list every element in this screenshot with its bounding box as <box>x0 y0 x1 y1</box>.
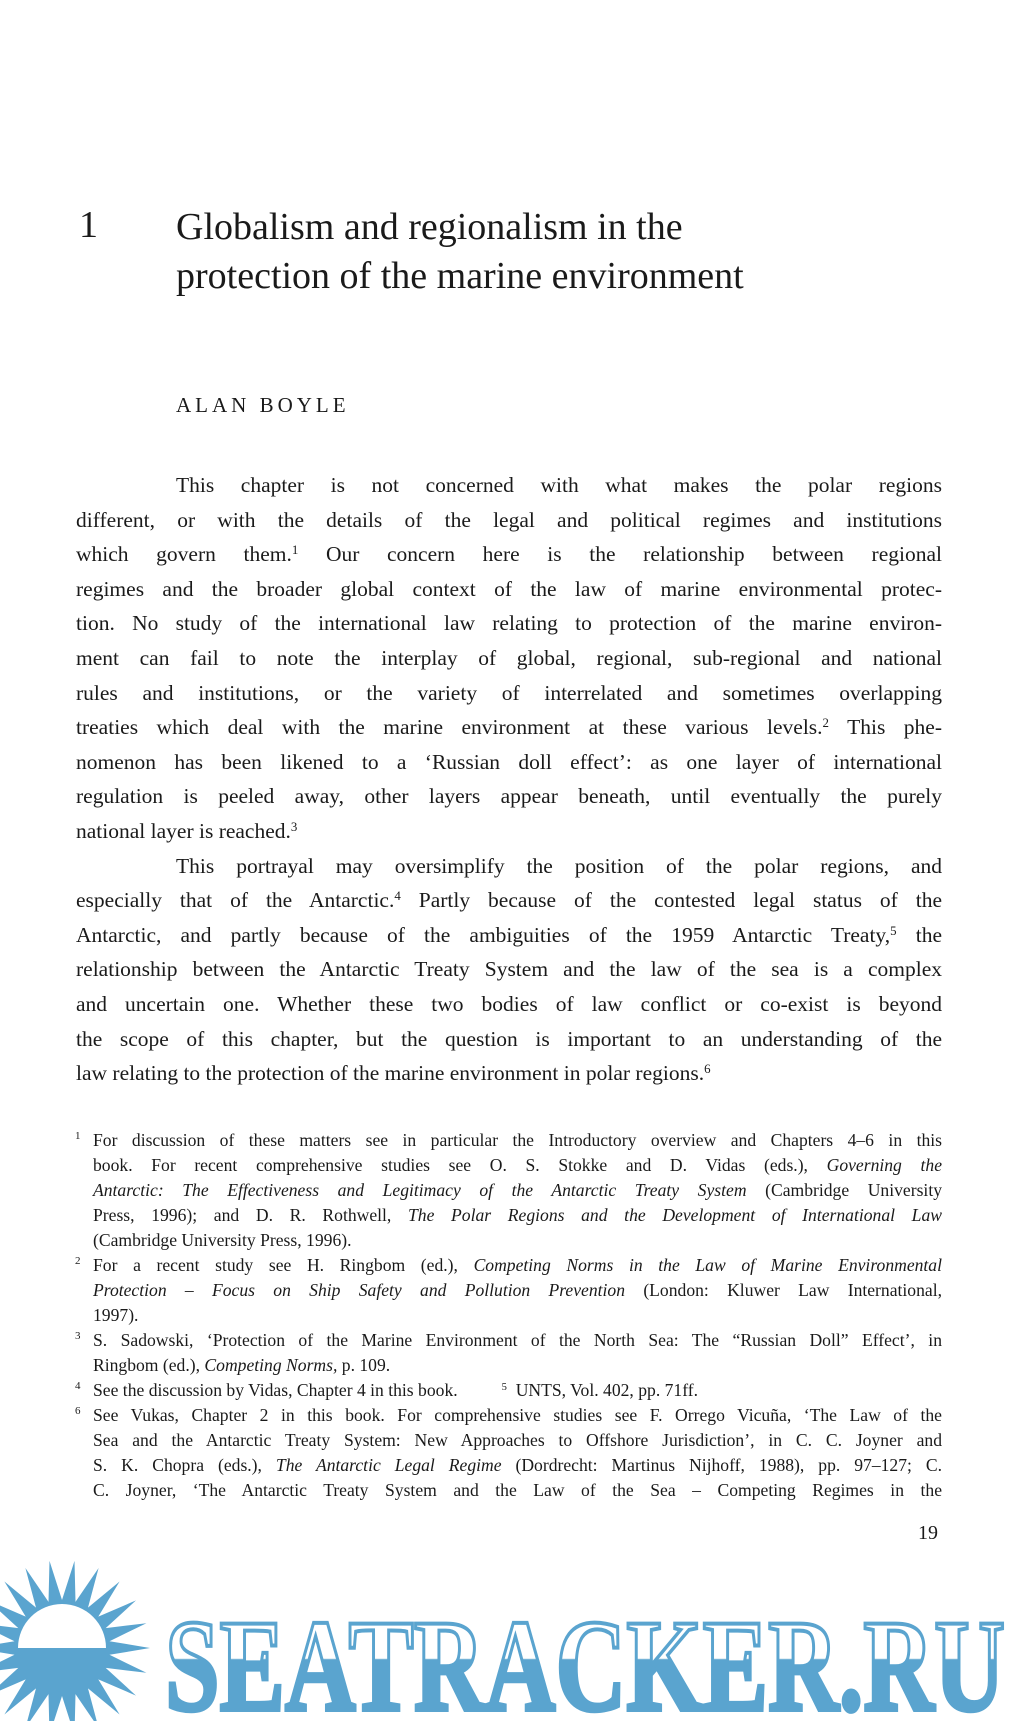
footnote-number: 6 <box>75 1405 81 1417</box>
body-text <box>76 468 942 1091</box>
text-run: S. K. Chopra (eds.), <box>93 1455 276 1475</box>
body-line <box>76 537 942 572</box>
text-run: Ringbom (ed.), <box>93 1355 205 1375</box>
chapter-title-line: protection of the marine environment <box>176 255 744 297</box>
text-run: tion. No study of the international law relating to protection of the marine environ- <box>76 611 942 636</box>
footnote-line <box>77 1153 942 1178</box>
watermark-logo <box>0 1560 1021 1721</box>
footnote-ref: 6 <box>704 1062 711 1076</box>
text-run: book. For recent comprehensive studies see O. S. Stokke and D. Vidas (eds.), <box>93 1155 827 1175</box>
text-run: Antarctic, and partly because of the ambiguities of the 1959 Antarctic Treaty, <box>76 922 891 947</box>
text-run: the <box>896 922 942 947</box>
body-line <box>76 918 942 953</box>
body-line <box>76 883 942 918</box>
footnote-line <box>77 1428 942 1453</box>
text-run: national layer is reached. <box>76 818 291 843</box>
body-line <box>76 745 942 780</box>
body-line <box>76 814 942 849</box>
text-run: regulation is peeled away, other layers appear beneath, until eventually the purely <box>76 784 942 809</box>
text-run: For a recent study see H. Ringbom (ed.), <box>93 1255 474 1275</box>
chapter-title <box>176 203 936 301</box>
text-run: relationship between the Antarctic Treaty System and the law of the sea is a complex <box>76 957 942 982</box>
footnote-line <box>77 1128 942 1153</box>
footnote-ref: 3 <box>290 819 298 834</box>
text-run: Competing Norms in the Law of Marine Environmental <box>473 1255 942 1275</box>
footnote-ref: 1 <box>291 543 299 558</box>
footnote-line <box>77 1378 942 1403</box>
text-run <box>458 1380 502 1400</box>
text-run: C. Joyner, ‘The Antarctic Treaty System and the Law of the Sea – Competing Regimes in the <box>93 1480 942 1500</box>
text-run: Antarctic: The Effectiveness and Legitimacy of the Antarctic Treaty System <box>93 1180 747 1200</box>
footnote-line <box>77 1203 942 1228</box>
text-run: (Cambridge University Press, 1996). <box>93 1230 352 1250</box>
body-line <box>76 779 942 814</box>
footnote-line <box>77 1478 942 1503</box>
text-run: The Polar Regions and the Development of International Law <box>408 1205 942 1225</box>
text-run: Sea and the Antarctic Treaty System: New Approaches to Offshore Jurisdiction’, in C. C. Joyner and <box>93 1430 942 1450</box>
text-run: which govern them. <box>76 542 292 567</box>
body-line <box>76 1022 942 1057</box>
text-run: ment can fail to note the interplay of global, regional, sub-regional and national <box>76 645 942 670</box>
text-run: law relating to the protection of the marine environment in polar regions. <box>76 1061 705 1086</box>
footnotes <box>77 1128 942 1503</box>
footnote-line <box>77 1278 942 1303</box>
text-run: (London: Kluwer Law International, <box>625 1280 942 1300</box>
footnote-line <box>77 1403 942 1428</box>
footnote-ref: 2 <box>822 716 829 731</box>
footnote-number: 2 <box>75 1255 81 1267</box>
text-run: UNTS, Vol. 402, pp. 71ff. <box>506 1380 699 1400</box>
text-run: nomenon has been likened to a ‘Russian doll effect’: as one layer of international <box>76 749 942 774</box>
chapter-title-line: Globalism and regionalism in the <box>176 206 683 248</box>
footnote-line <box>77 1453 942 1478</box>
footnote-ref: 5 <box>890 923 897 938</box>
text-run: See the discussion by Vidas, Chapter 4 in this book. <box>93 1380 458 1400</box>
page-number: 19 <box>918 1522 938 1544</box>
text-run: (Dordrecht: Martinus Nijhoff, 1988), pp. 97–127; C. <box>501 1455 942 1475</box>
footnote-number: 1 <box>75 1130 81 1142</box>
text-run: For discussion of these matters see in particular the Introductory overview and Chapters 4–6 in this <box>93 1130 942 1150</box>
text-run: Competing Norms, <box>204 1355 338 1375</box>
footnote-number: 3 <box>75 1330 81 1342</box>
body-line <box>76 572 942 607</box>
footnote-line <box>77 1253 942 1278</box>
body-line <box>76 676 942 711</box>
author-name: ALAN BOYLE <box>176 393 350 417</box>
text-run: The Antarctic Legal Regime <box>275 1455 502 1475</box>
text-run: p. 109. <box>337 1355 391 1375</box>
footnote-ref: 5 <box>501 1382 507 1394</box>
body-line <box>76 468 942 503</box>
text-run: This chapter is not concerned with what makes the polar regions <box>176 473 942 497</box>
footnote-line <box>77 1178 942 1203</box>
body-line <box>76 641 942 676</box>
text-run: S. Sadowski, ‘Protection of the Marine Environment of the North Sea: The “Russian Doll” Effect’, in <box>93 1330 942 1350</box>
body-line <box>76 503 942 538</box>
text-run: different, or with the details of the legal and political regimes and institutions <box>76 507 942 532</box>
text-run: Press, 1996); and D. R. Rothwell, <box>93 1205 408 1225</box>
text-run: Partly because of the contested legal status of the <box>400 888 943 913</box>
text-run: rules and institutions, or the variety of interrelated and sometimes overlapping <box>76 680 942 705</box>
footnote-line <box>77 1228 942 1253</box>
body-line <box>76 987 942 1022</box>
sun-icon <box>0 1561 150 1721</box>
text-run: Governing the <box>826 1155 942 1175</box>
body-line <box>76 1056 942 1091</box>
text-run: regimes and the broader global context of the law of marine environmental protec- <box>76 576 942 601</box>
watermark-text: SEATRACKER.RU <box>165 1592 1005 1721</box>
footnote-ref: 4 <box>394 889 401 904</box>
text-run: Protection – Focus on Ship Safety and Pollution Prevention <box>93 1280 626 1300</box>
body-line <box>76 849 942 884</box>
text-run: and uncertain one. Whether these two bodies of law conflict or co-exist is beyond <box>76 991 942 1016</box>
text-run: especially that of the Antarctic. <box>76 888 395 913</box>
footnote-number: 4 <box>75 1380 81 1392</box>
body-line <box>76 710 942 745</box>
footnote-line <box>77 1328 942 1353</box>
text-run: This phe- <box>829 715 942 740</box>
text-run: treaties which deal with the marine environment at these various levels. <box>76 715 823 740</box>
text-run: the scope of this chapter, but the question is important to an understanding of the <box>76 1026 942 1051</box>
body-line <box>76 952 942 987</box>
body-line <box>76 606 942 641</box>
text-run: 1997). <box>93 1305 139 1325</box>
footnote-line <box>77 1353 942 1378</box>
text-run: See Vukas, Chapter 2 in this book. For comprehensive studies see F. Orrego Vicuña, ‘The Law of the <box>93 1405 942 1425</box>
text-run: Our concern here is the relationship between regional <box>298 542 942 567</box>
chapter-number: 1 <box>79 204 98 246</box>
footnote-line <box>77 1303 942 1328</box>
text-run: (Cambridge University <box>746 1180 942 1200</box>
text-run: This portrayal may oversimplify the position of the polar regions, and <box>176 853 942 878</box>
